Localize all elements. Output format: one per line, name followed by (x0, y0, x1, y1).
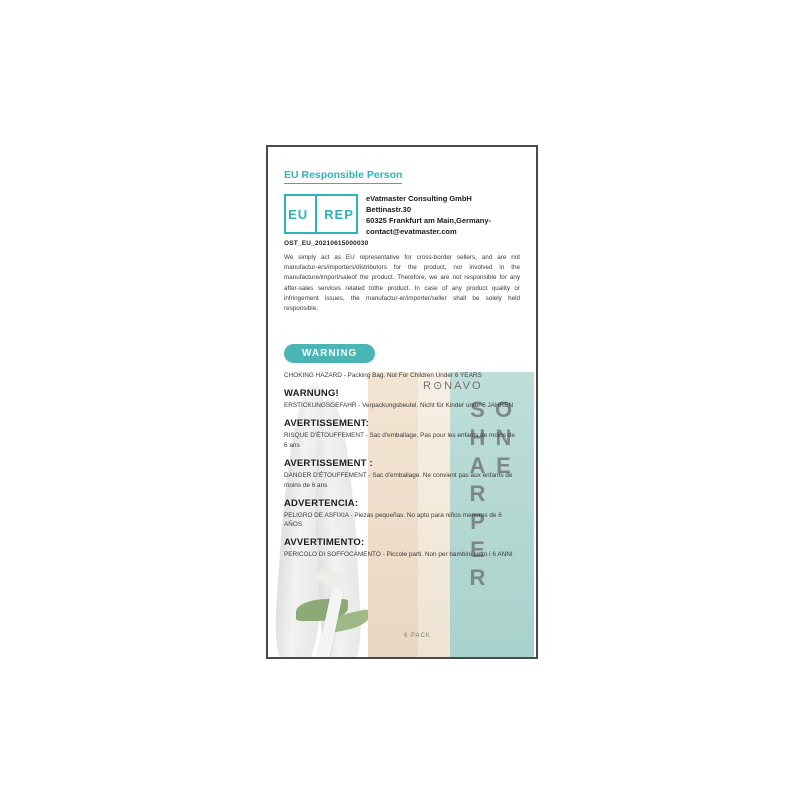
product-brand-text: R⊙NAVO (423, 380, 483, 392)
warning-entry (284, 458, 520, 491)
warning-entry (284, 537, 520, 560)
rep-badge-label: REP (324, 206, 354, 222)
eu-address-block (366, 194, 491, 238)
warning-badge: WARNING (284, 344, 375, 363)
eu-disclaimer-text: We simply act as EU representative for cross-border sellers, and are not manufactur-ers/importers/distributors for the product, nor involved in the manufacture/import/saleof the product. Therefore, we are not responsible for any after-sales services related tothe product. In case of any product quality or infringement issues, the manufactur-er/importer/seller shall be solely held responsible. (284, 253, 520, 313)
warning-body-fr: RISQUE D'ÉTOUFFEMENT - Sac d'emballage. Pas pour les enfants de moins de 6 ans (284, 431, 515, 449)
warning-body-de: ERSTICKUNGSGEFAHR - Verpackungsbeutel. Nicht für Kinder unter 6 JAHREN (284, 401, 514, 409)
eu-company-name: eVatmaster Consulting GmbH (366, 194, 472, 203)
warning-body-en: CHOKING HAZARD - Packing Bag. Not For Children Under 6 YEARS (284, 372, 482, 379)
eu-rep-badge (284, 194, 358, 234)
eu-street: Bettinastr.30 (366, 204, 412, 214)
product-vertical-text: ONE SHARPER (465, 397, 516, 593)
eu-city: 60325 Frankfurt am Main,Germany- (366, 215, 492, 225)
warning-body-fr-alt: DANGER D'ÉTOUFFEMENT - Sac d'emballage. Ne convient pas aux enfants de moins de 6 ans (284, 471, 513, 489)
warning-body-es: PELIGRO DE ASFIXIA - Piezas pequeñas. No apto para niños menores de 6 AÑOS (284, 511, 502, 529)
eu-badge-label: EU (288, 206, 309, 222)
eu-section-title: EU Responsible Person (284, 169, 402, 184)
warning-entry (284, 498, 520, 531)
warning-entry (284, 388, 520, 411)
eu-contact-email: contact@evatmaster.com (366, 226, 457, 236)
product-label-card (266, 145, 538, 659)
eu-badge-divider (315, 196, 317, 232)
eu-details-row (284, 194, 520, 238)
warning-section (268, 343, 536, 567)
warning-heading-de: WARNUNG! (284, 387, 339, 399)
warning-entry (284, 371, 520, 381)
product-pack-text: 6 PACK (404, 633, 431, 639)
warning-heading-fr: AVERTISSEMENT: (284, 417, 369, 429)
eu-responsible-person-section (268, 147, 536, 325)
warning-heading-es: ADVERTENCIA: (284, 497, 359, 509)
warning-entry (284, 418, 520, 451)
eu-reference-code: OST_EU_20210615000030 (284, 239, 369, 247)
warning-heading-fr-alt: AVERTISSEMENT : (284, 457, 373, 469)
warning-heading-it: AVVERTIMENTO: (284, 537, 365, 549)
warning-body-it: PERICOLO DI SOFFOCAMENTO - Piccole parti. Non per bambini sotto i 6 ANNI (284, 551, 513, 559)
